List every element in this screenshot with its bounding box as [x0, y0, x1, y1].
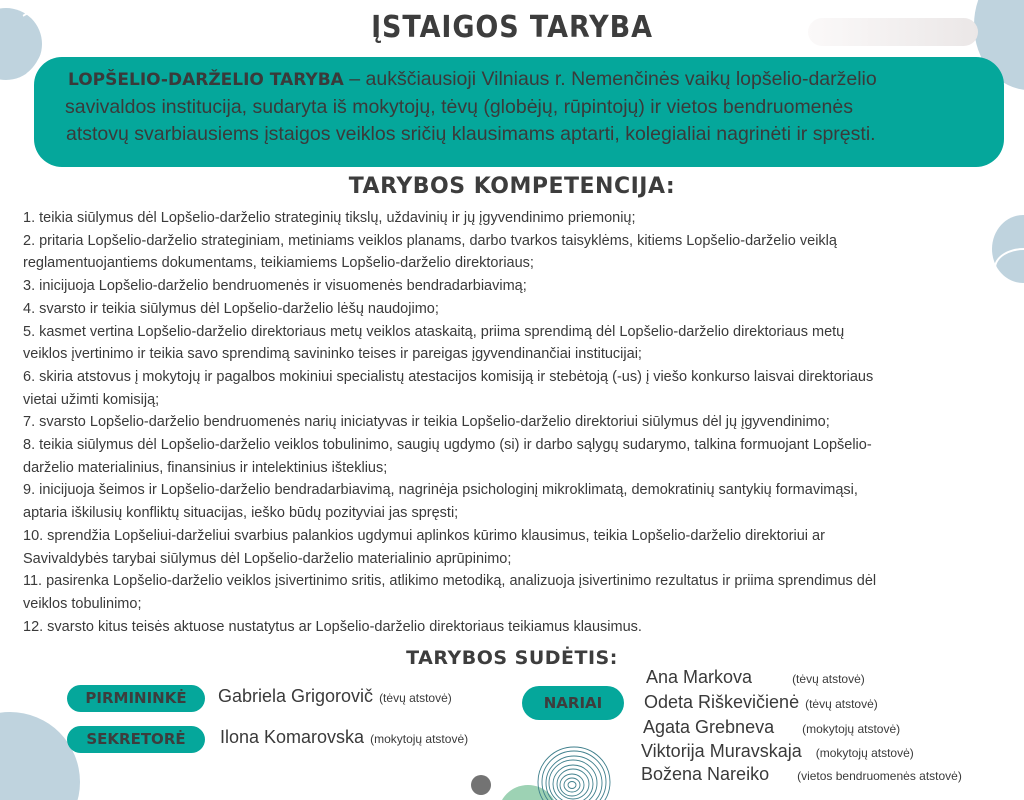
decorative-circle-bottom-left [0, 712, 80, 800]
composition-title: TARYBOS SUDĖTIS: [406, 647, 618, 669]
person-name: Ana Markova [646, 667, 753, 687]
intro-line-3: atstovų svarbiausiems įstaigos veiklos sričių klausimams aptarti, kolegialiai nagrinėti ir spręsti. [66, 123, 876, 145]
competence-line: veiklos įvertinimo ir teikia savo sprendimą savininko teises ir pareigas įgyvendinančiai institucijai; [23, 346, 642, 363]
competence-line: 12. svarsto kitus teisės aktuose nustatytus ar Lopšelio-darželio direktoriaus teikiamus klausimus. [23, 618, 642, 635]
competence-line: 8. teikia siūlymus dėl Lopšelio-darželio veiklos tobulinimo, saugių ugdymo (si) ir darbo sąlygų sudarymo, talkina formuojant Lopšelio- [23, 437, 872, 454]
intro-line-2: savivaldos institucija, sudaryta iš mokytojų, tėvų (globėjų, rūpintojų) ir vietos bendruomenės [65, 96, 853, 118]
competence-line: darželio materialinius, finansinius ir intelektinius išteklius; [23, 459, 388, 476]
person-role: (mokytojų atstovė) [815, 746, 914, 760]
person-name: Odeta Riškevičienė [644, 692, 800, 712]
competence-line: 5. kasmet vertina Lopšelio-darželio direktoriaus metų veiklos ataskaitą, priima sprendimą dėl Lopšelio-darželio direktoriaus metų [23, 323, 845, 340]
person-name: Viktorija Muravskaja [641, 741, 802, 761]
competence-title: TARYBOS KOMPETENCIJA: [348, 174, 676, 199]
member-person [646, 667, 865, 688]
member-person [644, 692, 878, 713]
person-role: (mokytojų atstovė) [802, 722, 901, 736]
competence-list [23, 207, 1013, 638]
competence-line: 1. teikia siūlymus dėl Lopšelio-darželio strateginių tikslų, uždavinių ir jų įgyvendinimo priemonių; [23, 210, 636, 226]
competence-line: veiklos tobulinimo; [23, 595, 142, 612]
competence-line: 11. pasirenka Lopšelio-darželio veiklos įsivertinimo sritis, atlikimo metodiką, analizuoja įsivertinimo rezultatus ir priima sprendimus dėl [23, 573, 877, 590]
competence-line: 6. skiria atstovus į mokytojų ir pagalbos mokiniui specialistų atestacijos komisiją ir stebėtoją (-us) į viešo konkurso laisvai direktoriaus [23, 368, 874, 385]
person-name: Agata Grebneva [643, 717, 775, 737]
secretary-role-badge: SEKRETORĖ [67, 726, 205, 753]
person-name: Ilona Komarovska [220, 727, 365, 747]
person-role: (vietos bendruomenės atstovė) [797, 769, 962, 783]
chair-role-badge: PIRMININKĖ [67, 685, 205, 712]
person-name: Gabriela Grigorovič [218, 686, 374, 706]
member-person [641, 764, 962, 785]
person-role: (tėvų atstovė) [805, 697, 878, 711]
intro-box [34, 57, 1004, 167]
competence-line: aptaria iškilusių konfliktų situacijas, ieško būdų pozityviai jas spręsti; [23, 505, 459, 522]
competence-line: 10. sprendžia Lopšeliui-darželiui svarbius palankios ugdymui aplinkos kūrimo klausimus, teikia Lopšelio-darželio direktoriui ar [23, 527, 825, 544]
person-name: Božena Nareiko [641, 764, 770, 784]
person-role: (tėvų atstovė) [792, 672, 865, 686]
competence-line: Savivaldybės tarybai siūlymus dėl Lopšelio-darželio materialinio aprūpinimo; [23, 550, 512, 567]
person-role: (tėvų atstovė) [379, 691, 452, 705]
page-title: ĮSTAIGOS TARYBA [371, 10, 653, 45]
competence-line: 2. pritaria Lopšelio-darželio strateginiam, metiniams veiklos planams, darbo tvarkos taisyklėms, kitiems Lopšelio-darželio veiklą [23, 232, 837, 249]
members-role-badge: NARIAI [522, 686, 624, 720]
person-role: (mokytojų atstovė) [370, 732, 469, 746]
decorative-spiral-icon [536, 744, 612, 800]
intro-lead: LOPŠELIO-DARŽELIO TARYBA [68, 70, 344, 90]
secretary-person [220, 727, 468, 748]
intro-line-1 [68, 66, 990, 94]
competence-line: 9. inicijuoja šeimos ir Lopšelio-darželio bendradarbiavimą, nagrinėja psichologinį mikroklimatą, demokratinių santykių formavimąsi, [23, 482, 858, 499]
competence-line: 7. svarsto Lopšelio-darželio bendruomenės narių iniciatyvas ir teikia Lopšelio-darželio direktoriui siūlymus dėl jų įgyvendinimo; [23, 414, 830, 431]
member-person [643, 717, 900, 738]
member-person [641, 741, 914, 762]
decorative-dot-grey [471, 775, 491, 795]
competence-line: reglamentuojantiems dokumentams, teikiamiems Lopšelio-darželio direktoriaus; [23, 255, 534, 272]
intro-text: – aukščiausioji Vilniaus r. Nemenčinės vaikų lopšelio-darželio [343, 68, 877, 90]
chair-person [218, 686, 452, 707]
competence-line: vietai užimti komisiją; [23, 391, 160, 408]
competence-line: 4. svarsto ir teikia siūlymus dėl Lopšelio-darželio lėšų naudojimo; [23, 300, 439, 317]
competence-line: 3. inicijuoja Lopšelio-darželio bendruomenės ir visuomenės bendradarbiavimą; [23, 278, 527, 295]
